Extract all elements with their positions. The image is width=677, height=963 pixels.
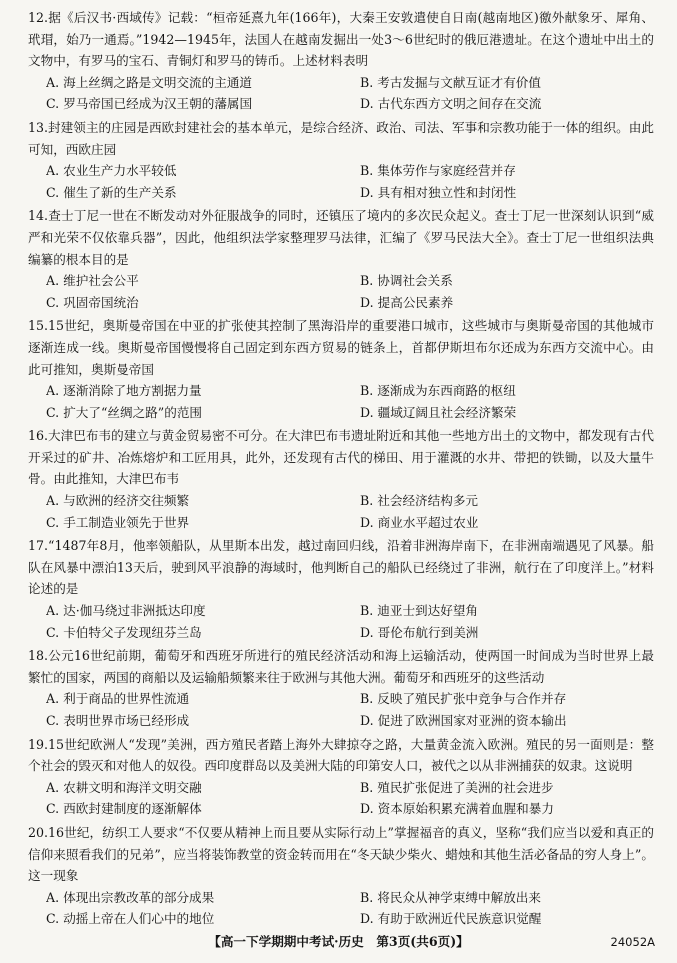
options: [28, 688, 654, 731]
question-19: [28, 734, 654, 820]
option-c: C. 动摇上帝在人们心中的地位: [46, 911, 215, 927]
option-c: C. 表明世界市场已经形成: [46, 713, 190, 728]
question-13: [28, 117, 654, 203]
question-text: 据《后汉书·西域传》记载：“桓帝延熹九年(166年)，大秦王安敦遣使自日南(越南地区)徼外献象牙、犀角、玳瑁，始乃一通焉。”1942—1945年，法国人在越南发掘出一处3～6世纪时的俄厄港遗址。在这个遗址中出土的文物中，有罗马的宝石、青铜灯和罗马的铸币。上述材料表明: [28, 10, 654, 69]
options: [28, 490, 654, 533]
question-number: 19.: [28, 736, 49, 752]
question-stem: [28, 117, 654, 160]
option-b: B. 协调社会关系: [360, 273, 453, 289]
question-text: 查士丁尼一世在不断发动对外征服战争的同时，还镇压了境内的多次民众起义。查士丁尼一世深刻认识到“威严和光荣不仅依靠兵器”，因此，他组织法学家整理罗马法律，汇编了《罗马民法大全》。查士丁尼一世组织法典编纂的根本目的是: [28, 208, 654, 267]
option-d: D. 疆域辽阔且社会经济繁荣: [360, 404, 517, 420]
option-d: D. 提高公民素养: [360, 294, 454, 310]
option-b: B. 殖民扩张促进了美洲的社会进步: [360, 779, 554, 795]
option-a: A. 与欧洲的经济交往频繁: [46, 493, 190, 509]
option-c: C. 卡伯特父子发现纽芬兰岛: [46, 624, 202, 640]
question-stem: [28, 315, 654, 380]
option-a: A. 达·伽马绕过非洲抵达印度: [46, 603, 206, 619]
question-text: 15世纪欧洲人“发现”美洲，西方殖民者踏上海外大肆掠夺之路，大量黄金流入欧洲。殖民的另一面则是：整个社会的毁灭和对他人的奴役。西印度群岛以及美洲大陆的印第安人口，被代之以从非洲捕获的奴隶。这说明: [28, 736, 654, 774]
question-number: 17.: [28, 538, 49, 554]
question-number: 20.: [28, 824, 49, 840]
option-a: A. 利于商品的世界性流通: [46, 691, 190, 707]
option-b: B. 集体劳作与家庭经营并存: [360, 163, 516, 179]
question-number: 13.: [28, 119, 49, 135]
option-a: A. 海上丝绸之路是文明交流的主通道: [46, 74, 253, 90]
option-a: A. 农业生产力水平较低: [46, 163, 177, 179]
question-number: 18.: [28, 648, 49, 664]
option-c: C. 手工制造业领先于世界: [46, 514, 190, 530]
option-c: C. 西欧封建制度的逐渐解体: [46, 801, 202, 817]
option-d: D. 具有相对独立性和封闭性: [360, 184, 517, 200]
footer-page-info: 【高一下学期期中考试·历史 第3页(共6页)】: [208, 934, 469, 949]
question-stem: [28, 535, 654, 600]
option-d: D. 商业水平超过农业: [360, 514, 479, 530]
question-list: [28, 7, 654, 932]
question-stem: [28, 425, 654, 490]
option-c: C. 巩固帝国统治: [46, 294, 139, 310]
options: [28, 777, 654, 820]
option-c: C. 扩大了“丝绸之路”的范围: [46, 404, 203, 420]
question-stem: [28, 734, 654, 777]
question-stem: [28, 205, 654, 270]
option-b: B. 反映了殖民扩张中竞争与合作并存: [360, 691, 567, 707]
option-a: A. 体现出宗教改革的部分成果: [46, 889, 215, 905]
options: [28, 380, 654, 423]
question-18: [28, 645, 654, 731]
question-17: [28, 535, 654, 643]
question-16: [28, 425, 654, 533]
question-text: 16世纪，纺织工人要求“不仅要从精神上而且要从实际行动上”掌握福音的真义，坚称“我们应当以爱和真正的信仰来照看我们的兄弟”，应当将装饰教堂的资金转而用在“冬天缺少柴火、蜡烛和其他生活必备品的穷人身上”。这一现象: [28, 824, 654, 884]
question-15: [28, 315, 654, 423]
option-a: A. 农耕文明和海洋文明交融: [46, 779, 202, 795]
option-d: D. 哥伦布航行到美洲: [360, 624, 479, 640]
question-text: 公元16世纪前期，葡萄牙和西班牙所进行的殖民经济活动和海上运输活动，使两国一时间成为当时世界上最繁忙的国家，两国的商船以及运输船频繁来往于欧洲与其他大洲。葡萄牙和西班牙的这些活动: [28, 648, 654, 685]
options: [28, 600, 654, 643]
option-d: D. 资本原始积累充满着血腥和暴力: [360, 801, 554, 817]
option-a: A. 维护社会公平: [46, 273, 139, 289]
question-stem: [28, 7, 654, 72]
question-number: 14.: [28, 208, 49, 224]
question-12: [28, 7, 654, 115]
options: [28, 72, 654, 115]
option-b: B. 社会经济结构多元: [360, 493, 479, 509]
question-14: [28, 205, 654, 313]
option-c: C. 催生了新的生产关系: [46, 184, 177, 200]
question-number: 15.: [28, 318, 49, 334]
options: [28, 887, 654, 930]
question-text: 15世纪，奥斯曼帝国在中亚的扩张使其控制了黑海沿岸的重要港口城市，这些城市与奥斯曼帝国的其他城市逐渐连成一线。奥斯曼帝国慢慢将自己固定到东西方贸易的链条上，首都伊斯坦布尔还成为东西方交流中心。由此可推知，奥斯曼帝国: [28, 318, 654, 377]
option-d: D. 古代东西方文明之间存在交流: [360, 96, 542, 112]
question-number: 16.: [28, 428, 49, 444]
page-footer: [0, 932, 677, 952]
footer-exam-code: 24052A: [610, 935, 655, 949]
question-number: 12.: [28, 10, 49, 25]
question-text: “1487年8月，他率领船队，从里斯本出发，越过南回归线，沿着非洲海岸南下，在非洲南端遇见了风暴。船队在风暴中漂泊13天后，驶到风平浪静的海域时，他判断自己的船队已经绕过了非洲，航行在了印度洋上。”材料论述的是: [28, 538, 654, 597]
question-20: [28, 822, 654, 930]
options: [28, 270, 654, 313]
option-d: D. 促进了欧洲国家对亚洲的资本输出: [360, 713, 567, 728]
question-stem: [28, 645, 654, 688]
question-text: 封建领主的庄园是西欧封建社会的基本单元，是综合经济、政治、司法、军事和宗教功能于一体的组织。由此可知，西欧庄园: [28, 119, 654, 157]
option-d: D. 有助于欧洲近代民族意识觉醒: [360, 911, 542, 927]
question-text: 大津巴布韦的建立与黄金贸易密不可分。在大津巴布韦遗址附近和其他一些地方出土的文物中，都发现有古代开采过的矿井、冶炼熔炉和工匠用具，此外，还发现有古代的梯田、用于灌溉的水井、带把的铁锄，以及大量牛骨。由此推知，大津巴布韦: [28, 428, 654, 487]
question-stem: [28, 822, 654, 887]
option-a: A. 逐渐消除了地方割据力量: [46, 383, 202, 399]
option-b: B. 迪亚士到达好望角: [360, 603, 479, 619]
option-b: B. 考古发掘与文献互证才有价值: [360, 74, 541, 90]
option-b: B. 将民众从神学束缚中解放出来: [360, 889, 541, 905]
options: [28, 160, 654, 203]
option-c: C. 罗马帝国已经成为汉王朝的藩属国: [46, 96, 253, 112]
option-b: B. 逐渐成为东西商路的枢纽: [360, 383, 516, 399]
